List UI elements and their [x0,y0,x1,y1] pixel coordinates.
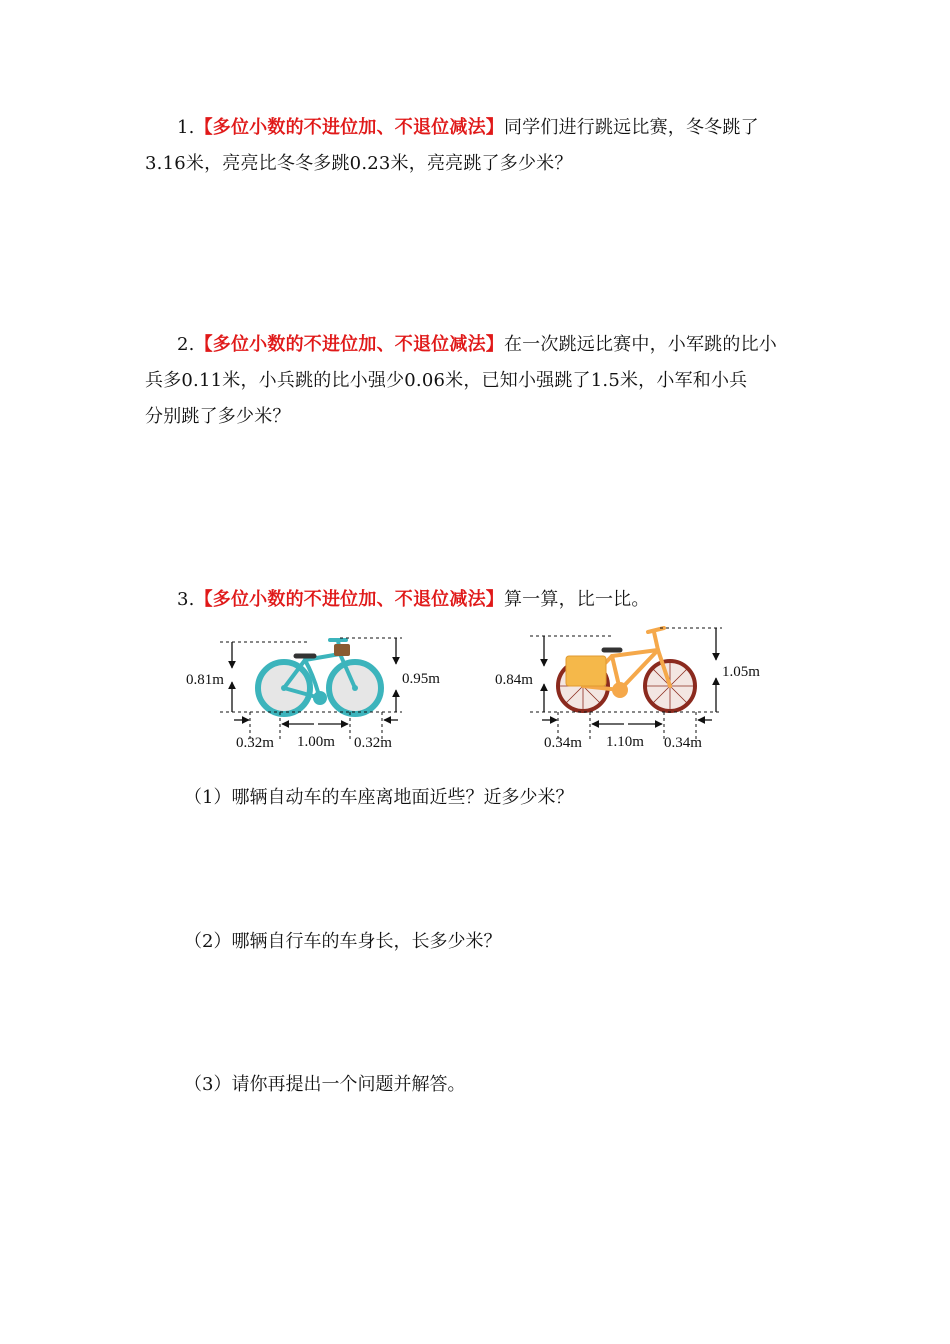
topic-tag: 多位小数的不进位加、不退位减法 [212,589,486,610]
bicycle-bag [566,656,606,686]
topic-bracket-close: 】 [485,334,504,355]
dimension-label-middle: 1.10m [606,734,644,750]
question-text-line3: 分别跳了多少米？ [145,406,291,427]
question-text-line2: 兵多0.11米，小兵跳的比小强少0.06米，已知小强跳了1.5米，小军和小兵 [145,370,748,391]
topic-tag: 多位小数的不进位加、不退位减法 [212,334,486,355]
dimension-label-seat-height: 0.81m [186,672,224,688]
dimension-label-total-height: 1.05m [722,664,760,680]
question-2 [145,327,807,435]
dimension-label-left: 0.34m [544,735,582,751]
question-text: 算一算，比一比。 [503,589,650,610]
question-text-line2: 3.16米，亮亮比冬冬多跳0.23米，亮亮跳了多少米？ [145,153,573,174]
dimension-label-right: 0.32m [354,735,392,751]
question-number: 3. [177,589,195,610]
orange-bicycle [495,628,760,751]
question-1 [145,110,807,182]
bicycle-basket [334,644,350,656]
sub-question-3: （3）请你再提出一个问题并解答。 [184,1074,466,1095]
topic-bracket-close: 】 [485,589,504,610]
question-text: 在一次跳远比赛中，小军跳的比小 [503,334,777,355]
question-number: 1. [177,117,195,138]
dimension-label-seat-height: 0.84m [495,672,533,688]
topic-bracket-close: 】 [485,117,504,138]
topic-tag: 多位小数的不进位加、不退位减法 [212,117,486,138]
question-3 [145,582,807,618]
sub-question-1: （1）哪辆自动车的车座离地面近些？近多少米？ [184,787,574,808]
topic-bracket-open: 【 [194,334,213,355]
topic-bracket-open: 【 [194,117,213,138]
blue-bicycle [186,638,440,751]
dimension-label-left: 0.32m [236,735,274,751]
dimension-label-right: 0.34m [664,735,702,751]
question-text: 同学们进行跳远比赛，冬冬跳了 [503,117,759,138]
dimension-label-middle: 1.00m [297,734,335,750]
topic-bracket-open: 【 [194,589,213,610]
sub-question-2: （2）哪辆自行车的车身长，长多少米？ [184,931,502,952]
question-number: 2. [177,334,195,355]
bicycles-figure [0,620,950,760]
dimension-label-total-height: 0.95m [402,671,440,687]
